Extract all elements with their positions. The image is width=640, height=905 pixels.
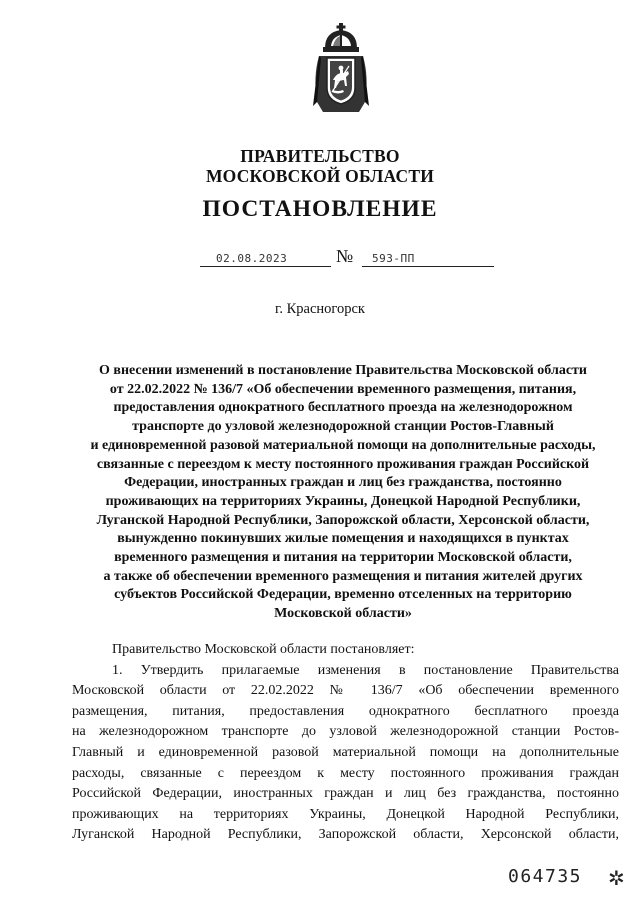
title-line: и единовременной разовой материальной помощи на дополнительные расходы, — [90, 437, 596, 453]
title-line: транспорте до узловой железнодорожной станции Ростов-Главный — [132, 419, 554, 435]
government-name-line-1: ПРАВИТЕЛЬСТВО — [240, 146, 400, 166]
number-sign: № — [336, 246, 354, 266]
date-number-line — [200, 246, 500, 268]
title-line: субъектов Российской Федерации, временно отселенных на территорию — [114, 587, 572, 603]
number-field — [362, 246, 494, 267]
title-line: Московской области» — [274, 606, 412, 622]
government-name — [0, 146, 640, 186]
body-line: расходы, связанные с переездом к месту постоянного проживания граждан — [72, 765, 619, 781]
document-body — [72, 640, 619, 846]
body-line: Российской Федерации, иностранных граждан и лиц без гражданства, постоянно — [72, 786, 619, 802]
body-line: Главный и единовременной разовой материальной помощи на дополнительные — [72, 744, 619, 760]
title-line: а также об обеспечении временного размещения и питания жителей других — [103, 568, 583, 584]
body-line: Луганской Народной Республики, Запорожской области, Херсонской области, — [72, 827, 619, 843]
title-line: от 22.02.2022 № 136/7 «Об обеспечении временного размещения, питания, — [109, 381, 577, 397]
title-line: предоставления однократного бесплатного проезда на железнодорожном — [113, 400, 573, 416]
title-line: проживающих на территориях Украины, Донецкой Народной Республики, — [105, 493, 581, 509]
document-type-heading: ПОСТАНОВЛЕНИЕ — [202, 196, 438, 222]
date-field — [200, 246, 331, 267]
body-line: проживающих на территориях Украины, Донецкой Народной Республики, — [72, 806, 619, 822]
date-value: 02.08.2023 — [216, 252, 288, 265]
document-title — [62, 362, 624, 624]
title-line: вынужденно покинувших жилые помещения и находящихся в пунктах — [117, 531, 569, 547]
body-line: на железнодорожном транспорте до узловой железнодорожной станции Ростов- — [72, 724, 619, 740]
serial-number-stamp: 064735 — [508, 866, 583, 887]
title-line: временного размещения и питания на территории Московской области, — [114, 550, 572, 566]
city-line: г. Красногорск — [275, 301, 365, 317]
government-name-line-2: МОСКОВСКОЙ ОБЛАСТИ — [205, 166, 435, 186]
title-line: связанные с переездом к месту постоянного проживания граждан Российской — [96, 456, 590, 472]
number-value: 593-ПП — [372, 252, 415, 265]
body-preamble: Правительство Московской области постановляет: — [112, 642, 415, 657]
body-line: Московской области от 22.02.2022 № 136/7 «Об обеспечении временного — [72, 683, 619, 699]
title-line: Луганской Народной Республики, Запорожской области, Херсонской области, — [96, 512, 590, 528]
coat-of-arms-emblem — [311, 22, 371, 114]
body-line: размещения, питания, предоставления однократного бесплатного проезда — [72, 703, 619, 719]
title-line: О внесении изменений в постановление Правительства Московской области — [99, 363, 587, 378]
title-line: Федерации, иностранных граждан и лиц без гражданства, постоянно — [124, 475, 562, 491]
body-line: 1. Утвердить прилагаемые изменения в постановление Правительства — [112, 662, 619, 678]
star-mark-icon: ✲ — [608, 866, 625, 890]
